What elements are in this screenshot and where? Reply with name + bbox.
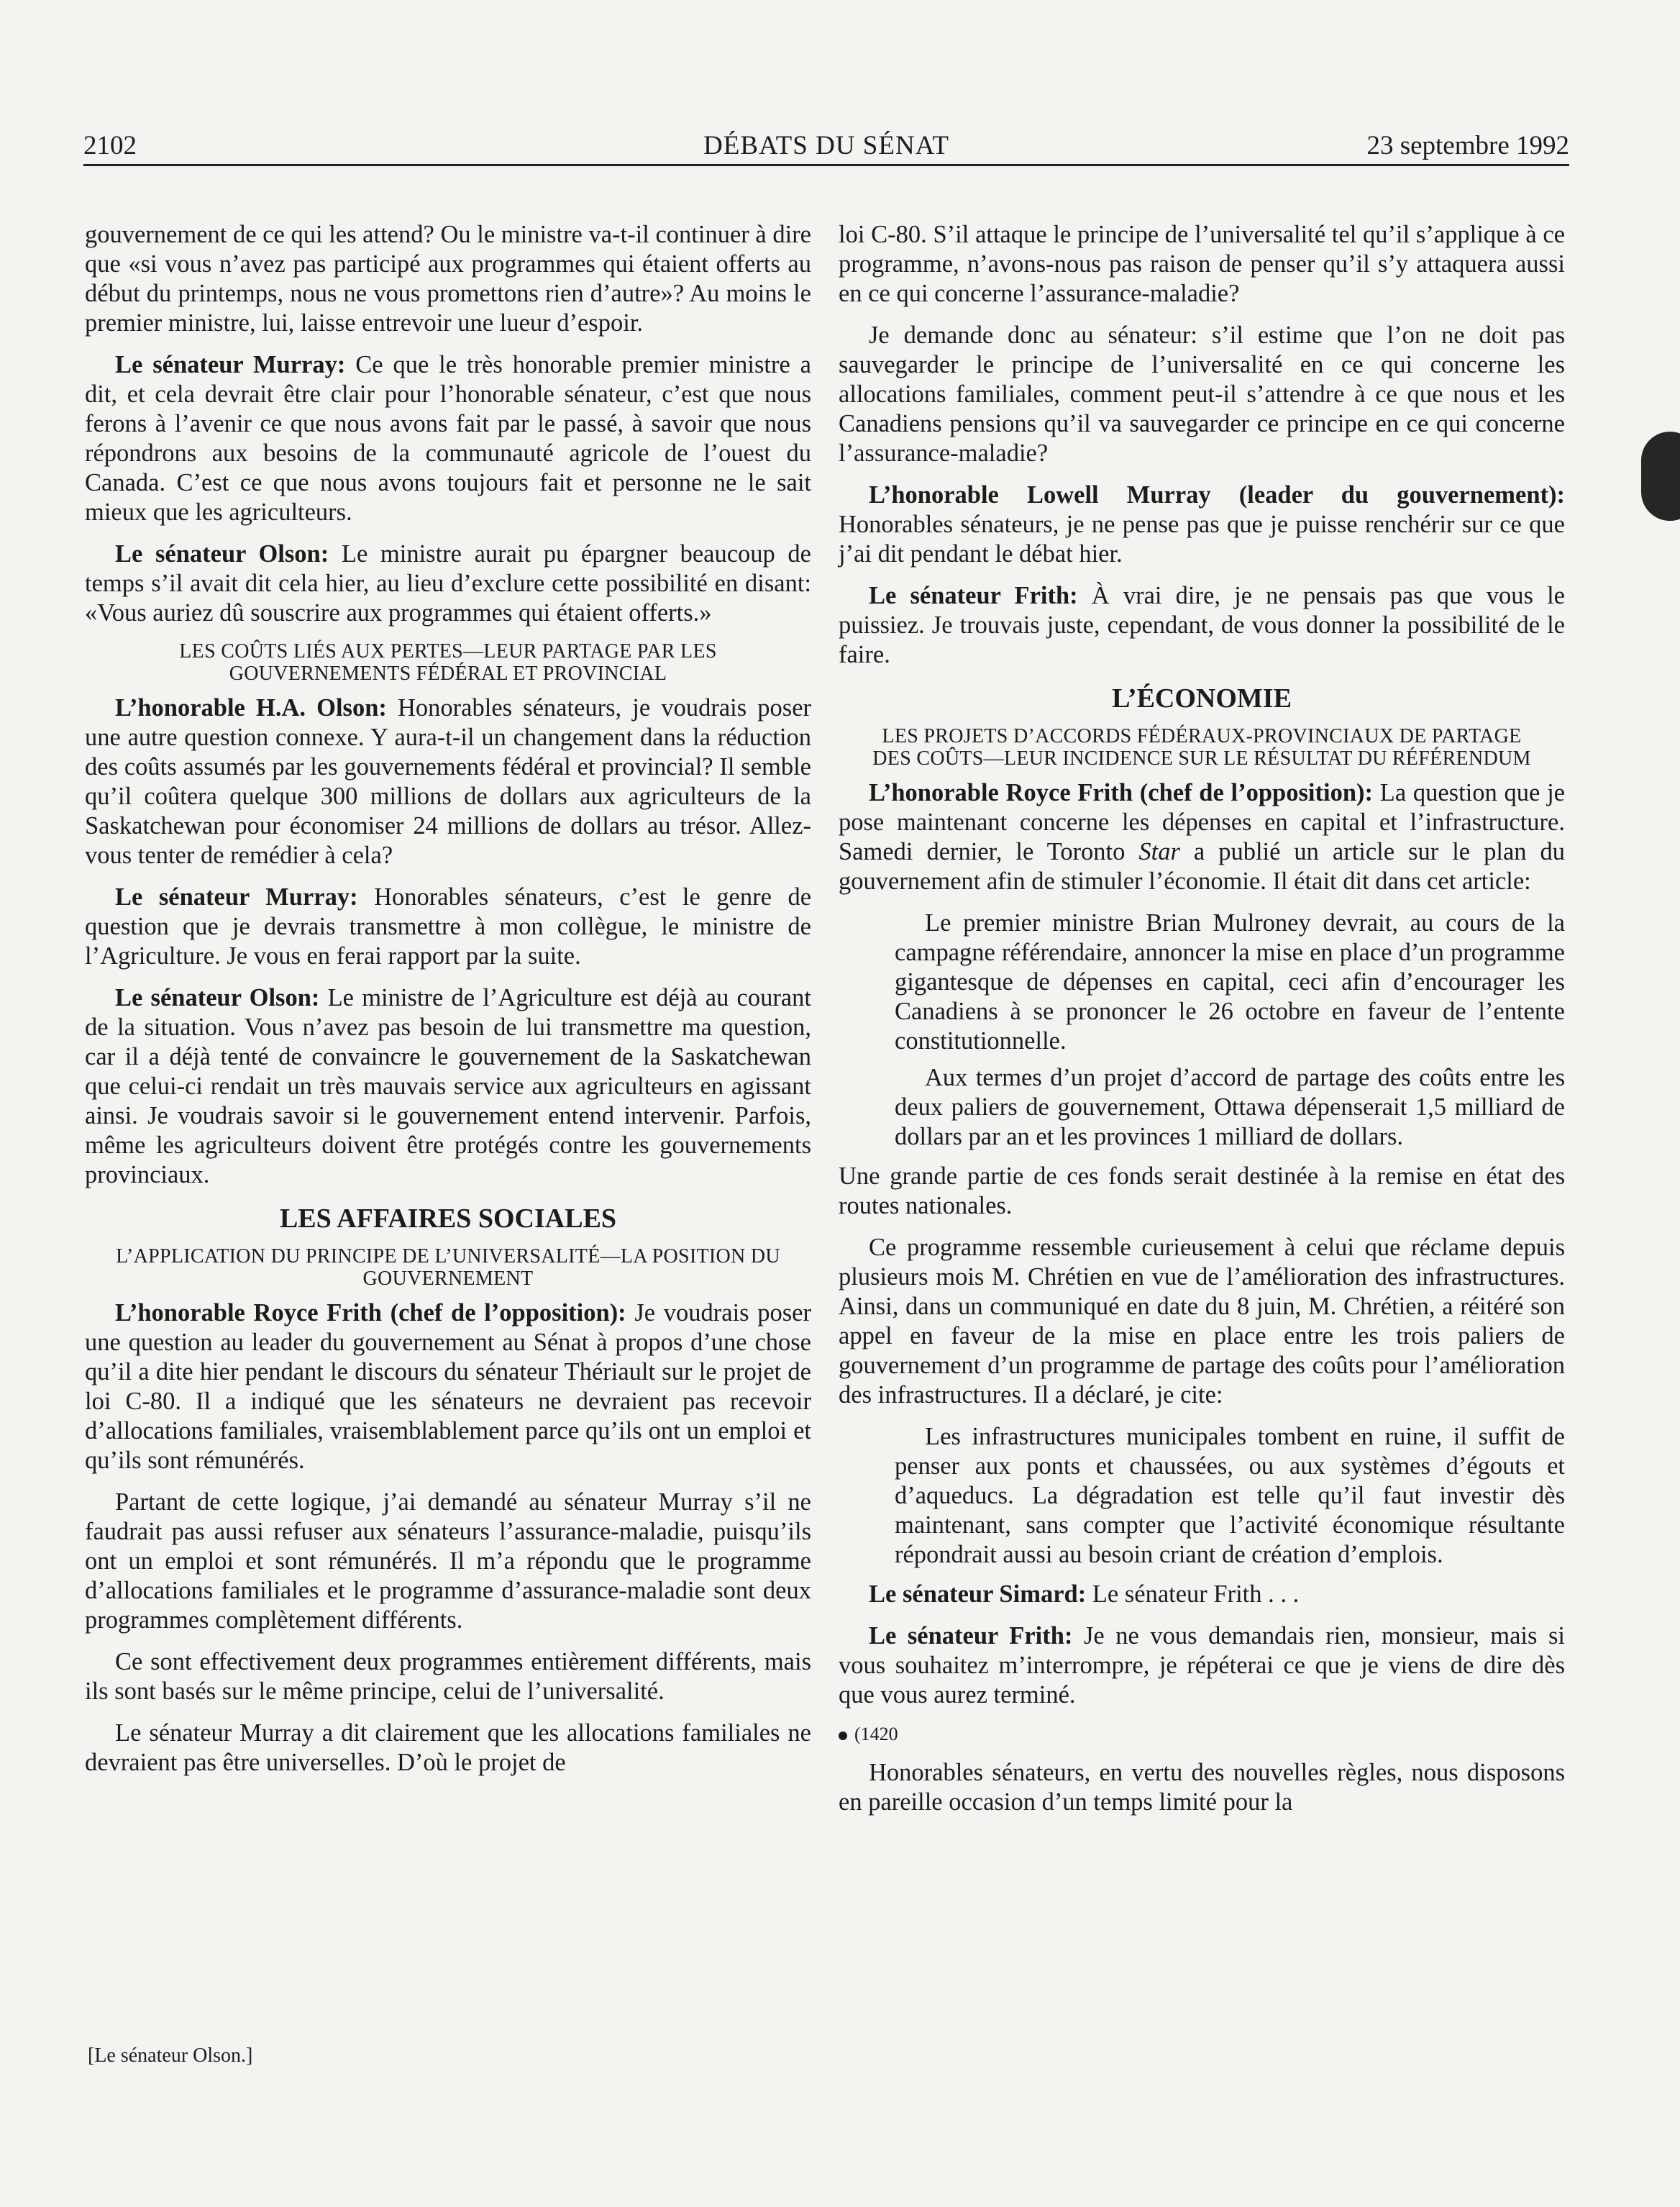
- page-header: [83, 127, 1569, 165]
- speech-text: Honorables sénateurs, c’est le genre de question que je devrais transmettre à mon collègue, le ministre de l’Agriculture. Je vous en ferai rapport par la suite.: [85, 883, 812, 970]
- time-stamp-text: (1420: [854, 1724, 898, 1744]
- speaker-name: Le sénateur Simard:: [869, 1580, 1087, 1608]
- speech-text: Je voudrais poser une question au leader du gouvernement au Sénat à propos d’une chose qu’il a dite hier pendant le discours du sénateur Thériault sur le projet de loi C-80. Il a indiqué que les sénateurs ne devraient pas recevoir d’allocations familiales, vraisemblablement parce qu’ils ont un emploi et qu’ils sont rémunérés.: [85, 1299, 811, 1474]
- newspaper-title: Star: [1138, 838, 1180, 865]
- speech-text: Ce que le très honorable premier ministre a dit, et cela devrait être clair pour l’honorable sénateur, c’est que nous ferons à l’avenir ce que nous avons fait par le passé, à savoir que nous répondrons aux besoins de la communauté agricole de l’ouest du Canada. C’est ce que nous avons toujours fait et personne ne le sait mieux que les agriculteurs.: [85, 351, 811, 526]
- speech-text: Le sénateur Frith . . .: [1086, 1580, 1300, 1608]
- speech-text: À vrai dire, je ne pensais pas que vous le puissiez. Je trouvais juste, cependant, de vous donner la possibilité de le faire.: [839, 582, 1565, 668]
- speech-paragraph: [839, 481, 1565, 569]
- paragraph: gouvernement de ce qui les attend? Ou le ministre va-t-il continuer à dire que «si vous n’avez pas participé aux programmes qui étaient offerts au début du printemps, nous ne vous promettons rien d’autre»? Au moins le premier ministre, lui, laisse entrevoir une lueur d’espoir.: [85, 221, 811, 337]
- speech-text: Je ne vous demandais rien, monsieur, mais si vous souhaitez m’interrompre, je répéterai ce que je viens de dire dès que vous aurez terminé.: [839, 1622, 1565, 1708]
- speech-paragraph: [85, 693, 811, 870]
- speech-paragraph: [85, 883, 811, 971]
- binder-hole-icon: [1641, 432, 1680, 521]
- speech-paragraph: [839, 581, 1565, 670]
- speaker-name: Le sénateur Murray:: [115, 351, 346, 378]
- speech-paragraph: [85, 1298, 811, 1475]
- paragraph: Partant de cette logique, j’ai demandé au sénateur Murray s’il ne faudrait pas aussi refuser aux sénateurs l’assurance-maladie, puisqu’ils ont un emploi et sont rémunérés. Il m’a répondu que le programme d’allocations familiales et le programme d’assurance-maladie sont deux programmes complètement différents.: [85, 1488, 811, 1634]
- speech-text: Le ministre aurait pu épargner beaucoup de temps s’il avait dit cela hier, au lieu d’exclure cette possibilité en disant: «Vous auriez dû souscrire aux programmes qui étaient offerts.»: [85, 540, 811, 627]
- speech-paragraph: [85, 540, 811, 628]
- speech-paragraph: [839, 1580, 1565, 1609]
- paragraph: Une grande partie de ces fonds serait destinée à la remise en état des routes nationales.: [839, 1162, 1565, 1219]
- paragraph: loi C-80. S’il attaque le principe de l’universalité tel qu’il s’applique à ce programme, n’avons-nous pas raison de penser qu’il s’y attaquera aussi en ce qui concerne l’assurance-maladie?: [839, 221, 1565, 307]
- page-number: 2102: [83, 131, 137, 160]
- section-heading: LES AFFAIRES SOCIALES: [279, 1203, 617, 1234]
- publication-title: DÉBATS DU SÉNAT: [703, 131, 949, 160]
- speaker-name: Le sénateur Frith:: [869, 582, 1078, 609]
- speaker-name: Le sénateur Olson:: [115, 984, 320, 1011]
- speaker-name: Le sénateur Frith:: [869, 1622, 1073, 1649]
- speech-text: Honorables sénateurs, je voudrais poser une autre question connexe. Y aura-t-il un changement dans la réduction des coûts assumés par les gouvernements fédéral et provincial? Il semble qu’il coûtera quelque 300 millions de dollars aux agriculteurs de la Saskatchewan pour économiser 24 millions de dollars au trésor. Allez-vous tenter de remédier à cela?: [85, 694, 811, 869]
- bullet-dot-icon: [839, 1732, 847, 1740]
- speaker-name: L’honorable Royce Frith (chef de l’opposition):: [869, 779, 1373, 806]
- subheading: L’APPLICATION DU PRINCIPE DE L’UNIVERSALITÉ—LA POSITION DU GOUVERNEMENT: [116, 1245, 780, 1290]
- speech-text: La question que je pose maintenant concerne les dépenses en capital et l’infrastructure. Samedi dernier, le Toronto: [839, 779, 1565, 865]
- paragraph: Le sénateur Murray a dit clairement que les allocations familiales ne devraient pas être universelles. D’où le projet de: [85, 1719, 811, 1776]
- speaker-name: L’honorable H.A. Olson:: [115, 694, 387, 722]
- speech-text: a publié un article sur le plan du gouvernement afin de stimuler l’économie. Il était dit dans cet article:: [839, 838, 1565, 895]
- left-column: [85, 220, 811, 1790]
- section-heading: L’ÉCONOMIE: [1112, 683, 1292, 714]
- quote-paragraph: Les infrastructures municipales tombent en ruine, il suffit de penser aux ponts et chaussées, ou aux systèmes d’égouts et d’aqueducs. La dégradation est telle qu’il faut investir dès maintenant, sans compter que l’activité économique résultante répondrait aussi au besoin criant de création d’emplois.: [895, 1423, 1565, 1568]
- header-rule: [83, 164, 1569, 166]
- quote-paragraph: Le premier ministre Brian Mulroney devrait, au cours de la campagne référendaire, annoncer la mise en place d’un programme gigantesque de dépenses en capital, ceci afin d’encourager les Canadiens à se prononcer le 26 octobre en faveur de l’entente constitutionnelle.: [895, 909, 1565, 1055]
- right-column: [839, 220, 1565, 1829]
- time-stamp: [839, 1722, 1565, 1747]
- speaker-name: Le sénateur Olson:: [115, 540, 329, 568]
- block-quote: [895, 1422, 1565, 1570]
- speaker-name: L’honorable Royce Frith (chef de l’opposition):: [115, 1299, 626, 1327]
- sitting-date: 23 septembre 1992: [1366, 131, 1569, 160]
- paragraph: Ce programme ressemble curieusement à celui que réclame depuis plusieurs mois M. Chrétien en vue de l’amélioration des infrastructures. Ainsi, dans un communiqué en date du 8 juin, M. Chrétien, a réitéré son appel en faveur de la mise en place entre les trois paliers de gouvernement d’un programme de partage des coûts pour l’amélioration des infrastructures. Il a déclaré, je cite:: [839, 1234, 1565, 1409]
- speech-paragraph: [839, 1621, 1565, 1710]
- paragraph: Je demande donc au sénateur: s’il estime que l’on ne doit pas sauvegarder le principe de l’universalité en ce qui concerne les allocations familiales, comment peut-il s’attendre à ce que nous et les Canadiens pensions qu’il va sauvegarder ce principe en ce qui concerne l’assurance-maladie?: [839, 322, 1565, 467]
- speech-paragraph: [85, 983, 811, 1190]
- speech-text: Honorables sénateurs, je ne pense pas que je puisse renchérir sur ce que j’ai dit pendant le débat hier.: [839, 511, 1565, 568]
- speech-paragraph: [85, 350, 811, 527]
- paragraph: Honorables sénateurs, en vertu des nouvelles règles, nous disposons en pareille occasion d’un temps limité pour la: [839, 1759, 1565, 1816]
- quote-paragraph: Aux termes d’un projet d’accord de partage des coûts entre les deux paliers de gouvernement, Ottawa dépenserait 1,5 milliard de dollars par an et les provinces 1 milliard de dollars.: [895, 1064, 1565, 1150]
- subheading: LES PROJETS D’ACCORDS FÉDÉRAUX-PROVINCIAUX DE PARTAGE DES COÛTS—LEUR INCIDENCE SUR LE RÉSULTAT DU RÉFÉRENDUM: [872, 725, 1531, 770]
- speaker-name: Le sénateur Murray:: [115, 883, 358, 911]
- block-quote: [895, 909, 1565, 1152]
- speaker-name: L’honorable Lowell Murray (leader du gouvernement):: [869, 481, 1565, 509]
- paragraph: Ce sont effectivement deux programmes entièrement différents, mais ils sont basés sur le même principe, celui de l’universalité.: [85, 1648, 811, 1705]
- subheading: LES COÛTS LIÉS AUX PERTES—LEUR PARTAGE PAR LES GOUVERNEMENTS FÉDÉRAL ET PROVINCIAL: [179, 640, 717, 685]
- running-footer: [Le sénateur Olson.]: [88, 2044, 253, 2067]
- speech-paragraph: [839, 778, 1565, 896]
- speech-text: Le ministre de l’Agriculture est déjà au courant de la situation. Vous n’avez pas besoin de lui transmettre ma question, car il a déjà tenté de convaincre le gouvernement de la Saskatchewan que celui-ci rendait un très mauvais service aux agriculteurs en agissant ainsi. Je voudrais savoir si le gouvernement entend intervenir. Parfois, même les agriculteurs doivent être protégés contre les gouvernements provinciaux.: [85, 984, 812, 1188]
